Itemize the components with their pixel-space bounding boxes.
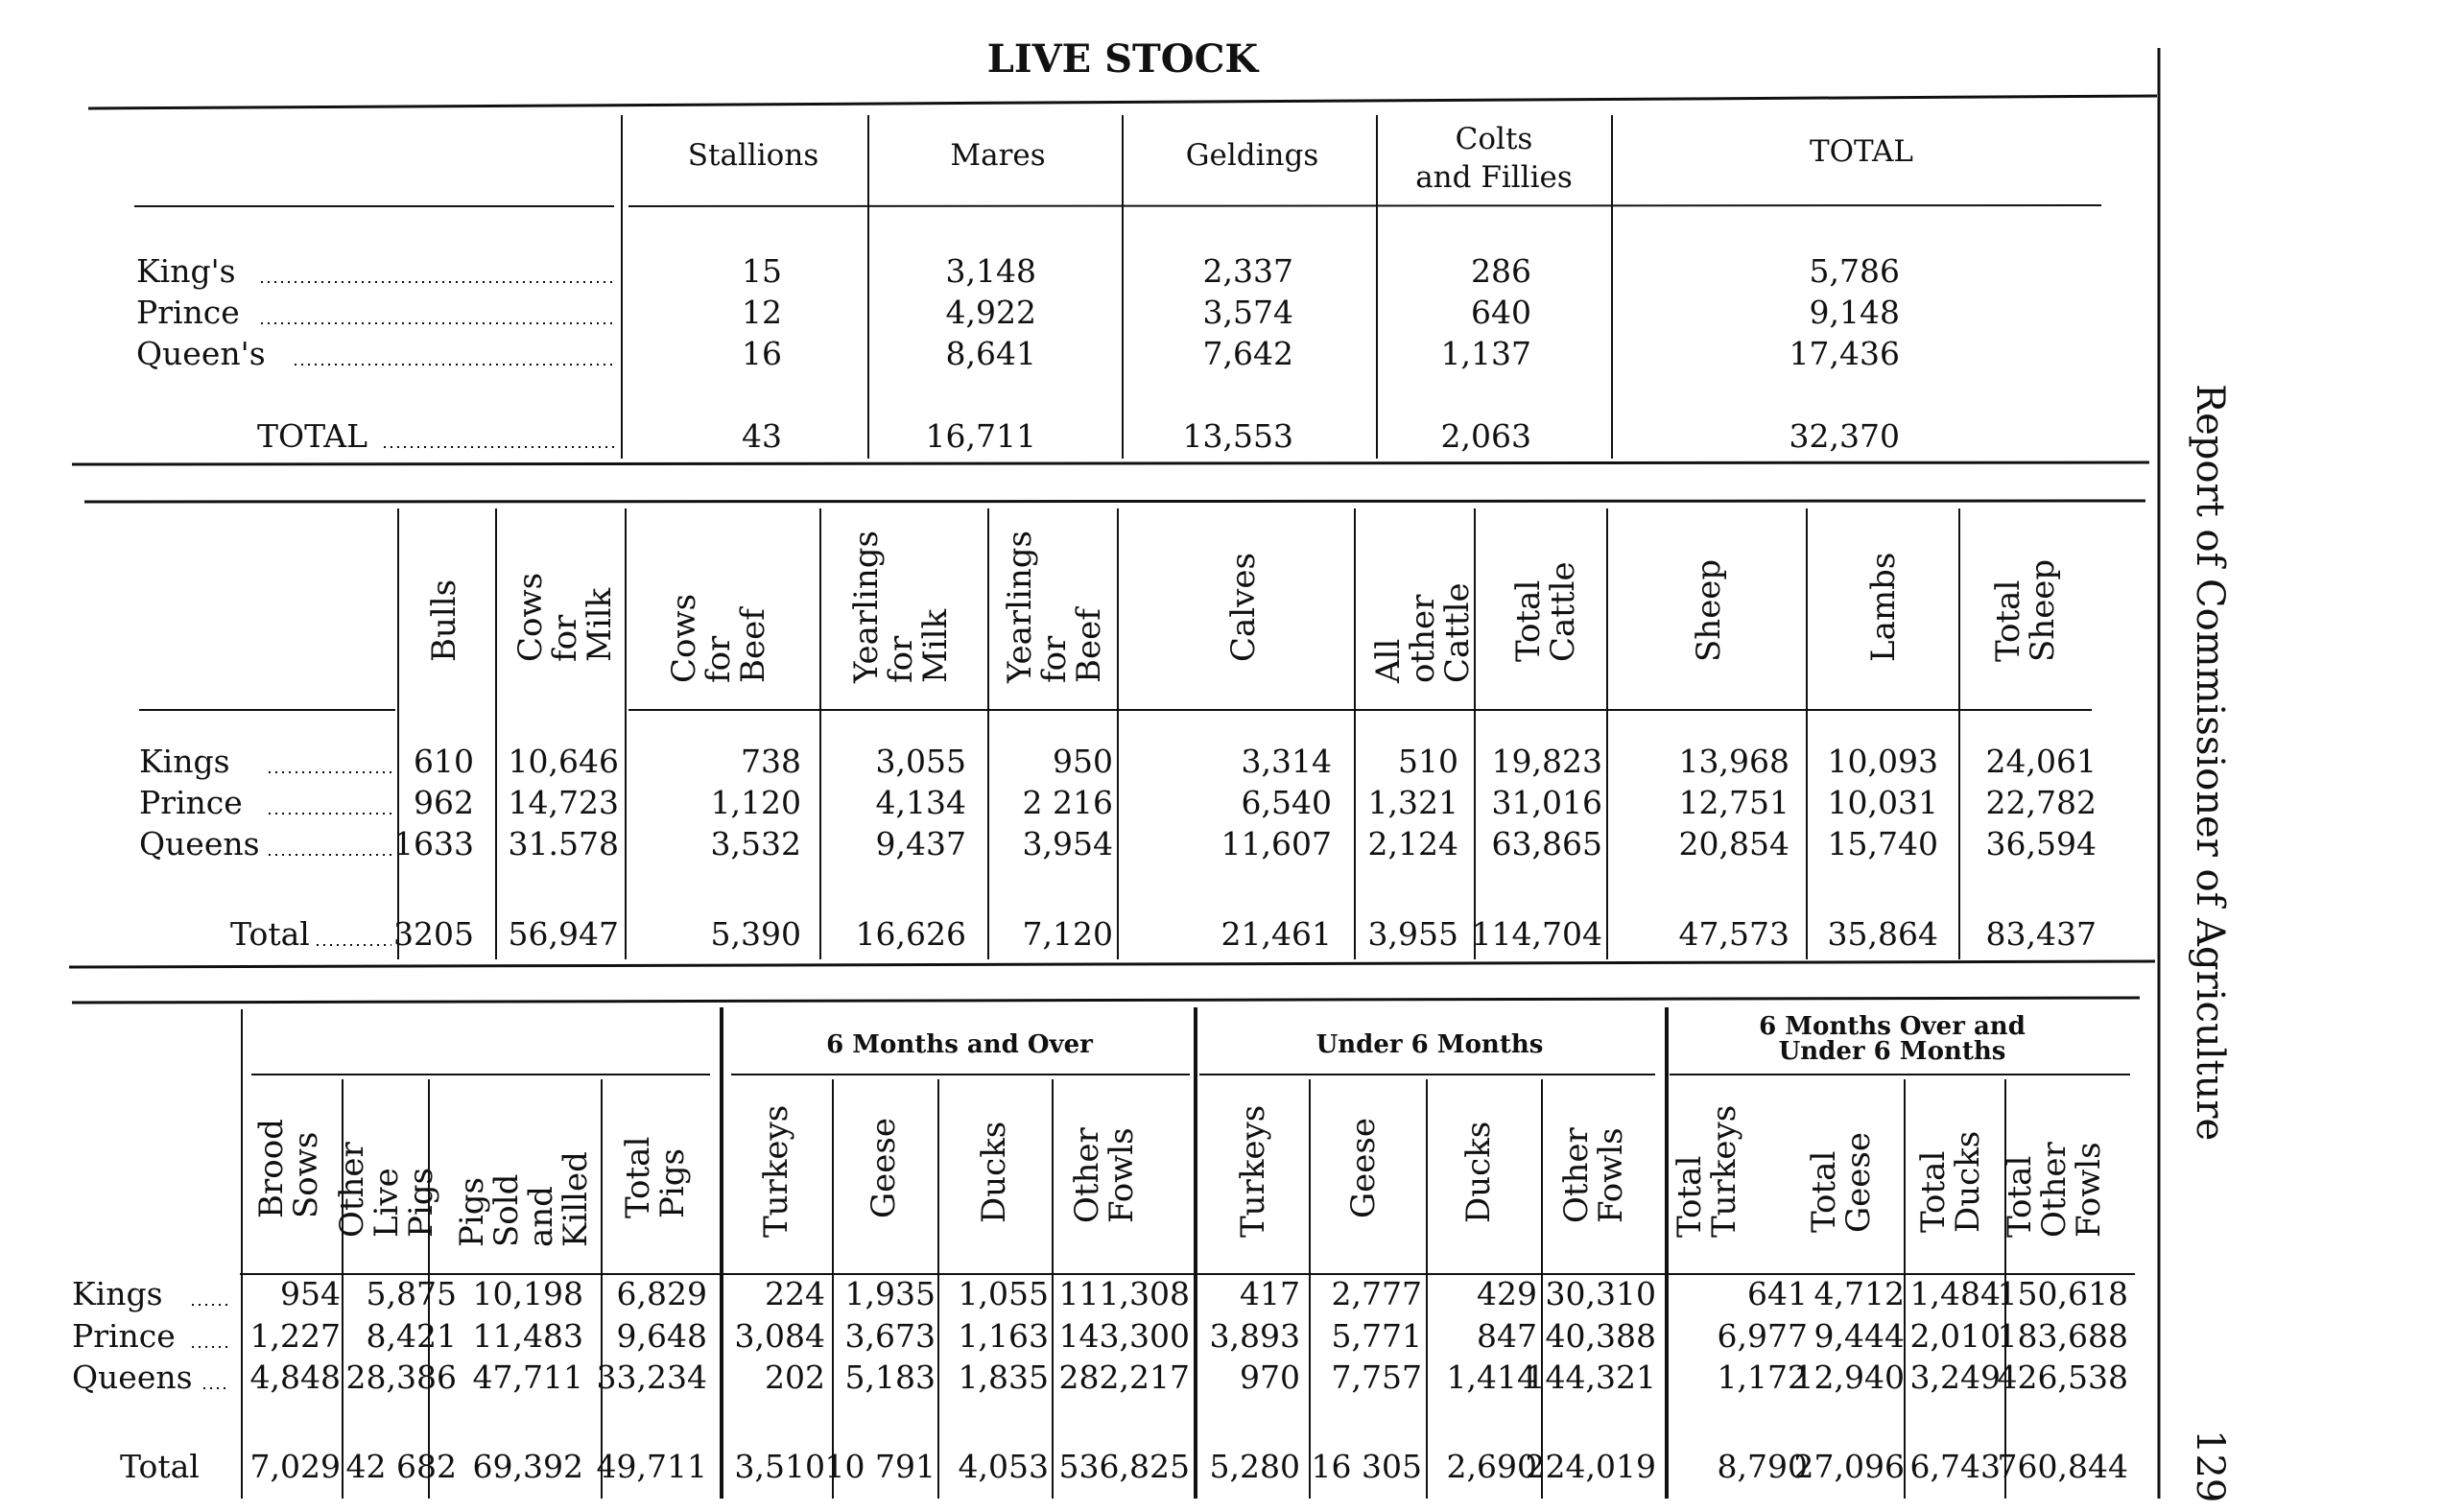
cell-value: 10,646 (508, 743, 619, 780)
column-header: Yearlings (847, 531, 886, 683)
cell-value: 1,120 (710, 784, 801, 821)
cell-value: 9,444 (1813, 1317, 1905, 1355)
cell-value: 31,016 (1491, 784, 1602, 821)
column-header: Turkeys (1234, 1104, 1272, 1238)
cell-value: 14,723 (508, 784, 619, 821)
column-header: Other (2035, 1142, 2074, 1238)
cell-value: 3,673 (844, 1317, 936, 1355)
cell-value: 16 (742, 335, 782, 372)
header-colts-fillies: and Fillies (1415, 160, 1573, 195)
cell-value: 9,648 (616, 1317, 707, 1355)
row-label: Queen's (136, 335, 266, 372)
cell-value: 30,310 (1545, 1275, 1656, 1312)
cell-value: 15 (742, 252, 782, 290)
row-label: Prince (72, 1317, 176, 1355)
cell-value: 3,055 (875, 743, 966, 780)
cell-value: 2,777 (1331, 1275, 1422, 1312)
column-header: Total (1989, 579, 2027, 662)
column-header: Bulls (425, 579, 463, 662)
row-label: Prince (139, 784, 243, 821)
cell-value: 4,922 (945, 294, 1036, 331)
cell-value: 11,607 (1220, 825, 1332, 862)
cell-value: 4,134 (875, 784, 966, 821)
cell-value: 10,093 (1827, 743, 1938, 780)
column-header: Other (1557, 1127, 1596, 1223)
total-value: 536,825 (1058, 1448, 1190, 1485)
page-title: LIVE STOCK (986, 36, 1259, 82)
group-header: Under 6 Months (1778, 1037, 2006, 1066)
total-value: 83,437 (1985, 915, 2097, 953)
cell-value: 3,954 (1022, 825, 1113, 862)
cell-value: 4,848 (249, 1358, 341, 1396)
column-header: Total (619, 1136, 657, 1218)
cell-value: 426,538 (1997, 1358, 2128, 1396)
column-header: Killed (557, 1151, 595, 1247)
column-header: Cattle (1438, 582, 1477, 683)
column-header: Cows (511, 572, 550, 662)
cell-value: 111,308 (1058, 1275, 1190, 1312)
column-header: Pigs (402, 1168, 440, 1238)
total-label: TOTAL (257, 417, 368, 455)
header-stallions: Stallions (687, 138, 819, 173)
cell-value: 2,124 (1367, 825, 1458, 862)
column-header: Fowls (2070, 1142, 2108, 1238)
cell-value: 3,084 (734, 1317, 825, 1355)
cell-value: 8,641 (945, 335, 1036, 372)
total-value: 13,553 (1182, 417, 1293, 455)
total-value: 16,626 (855, 915, 966, 953)
total-value: 47,573 (1678, 915, 1789, 953)
column-header: Total (1671, 1155, 1709, 1238)
cell-value: 3,249 (1909, 1358, 2001, 1396)
column-header: Ducks (975, 1121, 1013, 1223)
cell-value: 282,217 (1058, 1358, 1190, 1396)
row-label: Queens (72, 1358, 193, 1396)
column-header: Sold (487, 1173, 526, 1247)
column-header: and (522, 1186, 560, 1247)
column-header: Fowls (1102, 1127, 1141, 1223)
total-value: 56,947 (508, 915, 619, 953)
cell-value: 5,771 (1331, 1317, 1422, 1355)
cell-value: 9,148 (1809, 294, 1900, 331)
cell-value: 31.578 (508, 825, 619, 862)
cell-value: 429 (1477, 1275, 1537, 1312)
group-header: 6 Months Over and (1759, 1012, 2026, 1041)
cell-value: 10,198 (472, 1275, 583, 1312)
total-value: 32,370 (1789, 417, 1900, 455)
row-label: Kings (72, 1275, 163, 1312)
cell-value: 12 (742, 294, 782, 331)
total-value: 27,096 (1793, 1448, 1905, 1485)
cell-value: 6,977 (1717, 1317, 1808, 1355)
total-value: 3,510 (734, 1448, 825, 1485)
column-header: Geese (1344, 1118, 1383, 1218)
cell-value: 3,893 (1209, 1317, 1300, 1355)
column-header: Geese (1839, 1132, 1878, 1233)
total-value: 224,019 (1525, 1448, 1656, 1485)
total-value: 49,711 (596, 1448, 707, 1485)
column-header: Sheep (1690, 558, 1728, 662)
column-header: Pigs (453, 1177, 491, 1247)
cell-value: 183,688 (1997, 1317, 2128, 1355)
total-value: 16,711 (925, 417, 1036, 455)
cell-value: 962 (414, 784, 474, 821)
column-header: Live (367, 1168, 406, 1238)
total-value: 3205 (393, 915, 474, 953)
cell-value: 143,300 (1058, 1317, 1190, 1355)
cell-value: 1,227 (249, 1317, 341, 1355)
row-label: Kings (139, 743, 230, 780)
cell-value: 640 (1471, 294, 1531, 331)
cell-value: 1,055 (958, 1275, 1049, 1312)
rule-line (72, 462, 2149, 464)
row-label: Prince (136, 294, 240, 331)
header-mares: Mares (950, 138, 1046, 173)
cell-value: 954 (280, 1275, 341, 1312)
cell-value: 1,414 (1446, 1358, 1537, 1396)
cell-value: 12,751 (1678, 784, 1789, 821)
total-value: 16 305 (1311, 1448, 1422, 1485)
cell-value: 9,437 (875, 825, 966, 862)
side-caption: Report of Commissioner of Agriculture (2188, 384, 2232, 1142)
cell-value: 3,574 (1202, 294, 1293, 331)
cell-value: 1,172 (1717, 1358, 1808, 1396)
cell-value: 3,314 (1241, 743, 1332, 780)
total-label: Total (120, 1448, 200, 1485)
cell-value: 4,712 (1813, 1275, 1905, 1312)
cell-value: 1,137 (1440, 335, 1531, 372)
total-value: 35,864 (1827, 915, 1938, 953)
cell-value: 224 (765, 1275, 825, 1312)
cell-value: 144,321 (1525, 1358, 1656, 1396)
column-header: Other (1068, 1127, 1106, 1223)
column-header: Other (333, 1142, 371, 1238)
column-header: Geese (865, 1118, 903, 1218)
page-number: 129 (2188, 1429, 2232, 1503)
total-value: 7,120 (1022, 915, 1113, 953)
rule-line (72, 998, 2140, 1003)
cell-value: 1,163 (958, 1317, 1049, 1355)
cell-value: 20,854 (1678, 825, 1789, 862)
column-header: Sows (287, 1131, 325, 1218)
cell-value: 417 (1240, 1275, 1300, 1312)
cell-value: 6,829 (616, 1275, 707, 1312)
cell-value: 510 (1398, 743, 1458, 780)
column-header: for (1035, 635, 1074, 683)
cell-value: 286 (1471, 252, 1531, 290)
cell-value: 1,484 (1909, 1275, 2001, 1312)
cell-value: 22,782 (1985, 784, 2097, 821)
header-geldings: Geldings (1185, 138, 1319, 173)
total-value: 5,390 (710, 915, 801, 953)
total-label: Total (230, 915, 310, 953)
column-header: Pigs (653, 1148, 692, 1218)
total-value: 43 (742, 417, 782, 455)
cell-value: 13,968 (1678, 743, 1789, 780)
cell-value: 5,786 (1809, 252, 1900, 290)
total-value: 2,690 (1446, 1448, 1537, 1485)
column-header: for (882, 635, 920, 683)
rule-line (628, 205, 2101, 206)
cell-value: 1633 (393, 825, 474, 862)
cell-value: 15,740 (1827, 825, 1938, 862)
cell-value: 2,337 (1202, 252, 1293, 290)
total-value: 69,392 (472, 1448, 583, 1485)
cell-value: 5,875 (366, 1275, 457, 1312)
cell-value: 28,386 (345, 1358, 457, 1396)
cell-value: 7,642 (1202, 335, 1293, 372)
cell-value: 47,711 (472, 1358, 583, 1396)
column-header: Brood (252, 1119, 291, 1218)
cell-value: 847 (1477, 1317, 1537, 1355)
cell-value: 6,540 (1241, 784, 1332, 821)
cell-value: 2 216 (1022, 784, 1113, 821)
column-header: Total (1805, 1150, 1843, 1233)
column-header: Yearlings (1001, 531, 1039, 683)
cell-value: 1,835 (958, 1358, 1049, 1396)
column-header: Sheep (2024, 558, 2062, 662)
column-header: for (699, 635, 738, 683)
cell-value: 33,234 (596, 1358, 707, 1396)
column-header: Cattle (1544, 561, 1582, 662)
cell-value: 8,421 (366, 1317, 457, 1355)
row-label: Queens (139, 825, 260, 862)
cell-value: 63,865 (1491, 825, 1602, 862)
total-value: 7,029 (249, 1448, 341, 1485)
total-value: 8,790 (1717, 1448, 1808, 1485)
column-header: Beef (734, 608, 772, 683)
total-value: 21,461 (1220, 915, 1332, 953)
rule-line (84, 501, 2145, 502)
column-header: Lambs (1864, 552, 1903, 662)
column-header: Fowls (1592, 1127, 1630, 1223)
cell-value: 5,183 (844, 1358, 936, 1396)
cell-value: 19,823 (1491, 743, 1602, 780)
total-value: 5,280 (1209, 1448, 1300, 1485)
total-value: 114,704 (1471, 915, 1602, 953)
header-total: TOTAL (1809, 134, 1914, 169)
rule-line (69, 961, 2155, 967)
column-header: Total (2001, 1155, 2039, 1238)
cell-value: 150,618 (1997, 1275, 2128, 1312)
total-value: 760,844 (1997, 1448, 2128, 1485)
total-value: 10 791 (824, 1448, 936, 1485)
cell-value: 950 (1053, 743, 1113, 780)
column-header: Ducks (1949, 1130, 1987, 1233)
column-header: Milk (581, 587, 619, 662)
row-label: King's (136, 252, 236, 290)
cell-value: 17,436 (1789, 335, 1900, 372)
column-header: Cows (665, 593, 703, 683)
cell-value: 3,148 (945, 252, 1036, 290)
cell-value: 610 (414, 743, 474, 780)
cell-value: 7,757 (1331, 1358, 1422, 1396)
column-header: All (1369, 638, 1408, 683)
column-header: Milk (916, 608, 955, 683)
column-header: other (1404, 594, 1442, 683)
cell-value: 1,935 (844, 1275, 936, 1312)
cell-value: 36,594 (1985, 825, 2097, 862)
total-value: 6,743 (1909, 1448, 2001, 1485)
column-header: Calves (1224, 553, 1263, 662)
cell-value: 1,321 (1367, 784, 1458, 821)
total-value: 2,063 (1440, 417, 1531, 455)
cell-value: 3,532 (710, 825, 801, 862)
cell-value: 10,031 (1827, 784, 1938, 821)
column-header: Ducks (1459, 1121, 1498, 1223)
column-header: for (546, 614, 584, 662)
rule-line (88, 96, 2157, 108)
cell-value: 12,940 (1793, 1358, 1905, 1396)
cell-value: 202 (765, 1358, 825, 1396)
cell-value: 2,010 (1909, 1317, 2001, 1355)
column-header: Total (1509, 579, 1548, 662)
group-header: 6 Months and Over (826, 1030, 1093, 1059)
cell-value: 40,388 (1545, 1317, 1656, 1355)
cell-value: 24,061 (1985, 743, 2097, 780)
column-header: Turkeys (757, 1104, 795, 1238)
total-value: 4,053 (958, 1448, 1049, 1485)
cell-value: 738 (741, 743, 801, 780)
header-colts-fillies: Colts (1455, 122, 1533, 156)
cell-value: 11,483 (472, 1317, 583, 1355)
column-header: Turkeys (1705, 1104, 1743, 1238)
cell-value: 970 (1240, 1358, 1300, 1396)
column-header: Beef (1070, 608, 1108, 683)
group-header: Under 6 Months (1315, 1030, 1544, 1059)
cell-value: 641 (1747, 1275, 1808, 1312)
total-value: 42 682 (345, 1448, 457, 1485)
total-value: 3,955 (1367, 915, 1458, 953)
column-header: Total (1914, 1150, 1953, 1233)
